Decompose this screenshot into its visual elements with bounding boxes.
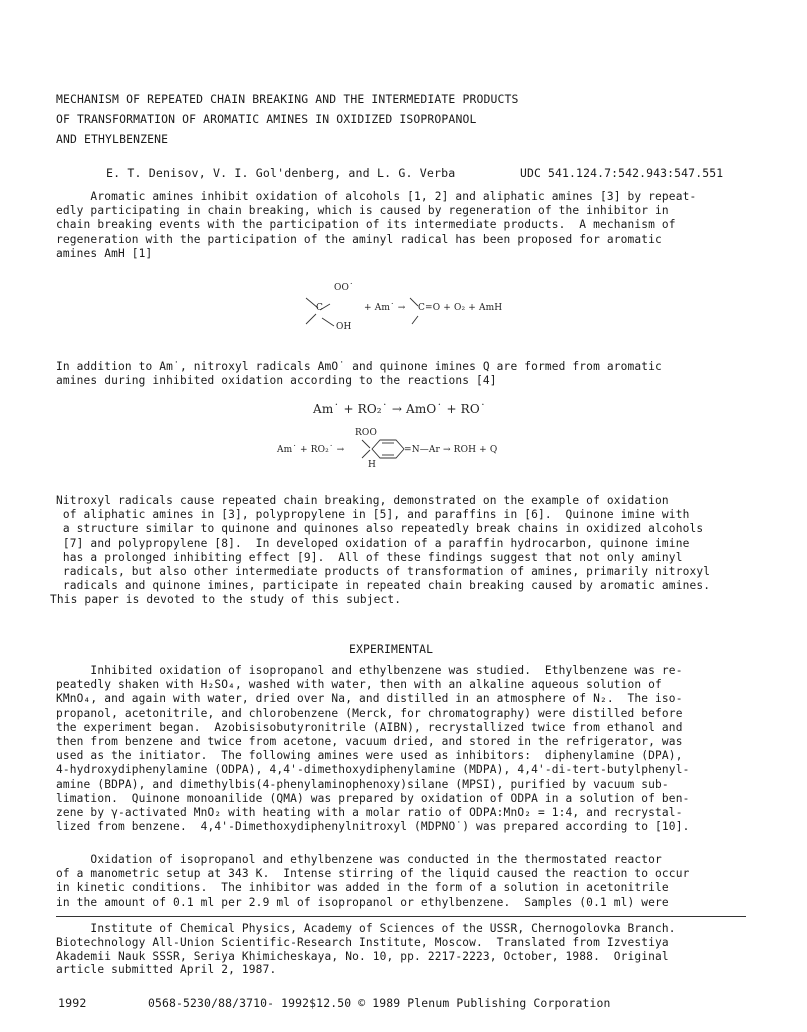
- text-line: chain breaking events with the participation of its intermediate products. A mechanism of: [56, 218, 676, 232]
- text-line: edly participating in chain breaking, which is caused by regeneration of the inhibitor in: [56, 204, 669, 218]
- text-line: In addition to Am˙, nitroxyl radicals AmO˙ and quinone imines Q are formed from aromatic: [56, 360, 662, 373]
- text-line: Institute of Chemical Physics, Academy of Sciences of the USSR, Chernogolovka Branch.: [56, 922, 676, 935]
- text-line: Nitroxyl radicals cause repeated chain breaking, demonstrated on the example of oxidation: [56, 494, 669, 507]
- footnote: [56, 922, 746, 977]
- oo-label: OO˙: [334, 283, 354, 293]
- text-line: Inhibited oxidation of isopropanol and ethylbenzene was studied. Ethylbenzene was re-: [56, 664, 683, 677]
- oxidation-paragraph: [56, 853, 746, 910]
- text-line: then from benzene and twice from acetone, vacuum dried, and stored in the refrigerator, was: [56, 735, 683, 749]
- equation-1-reactant: + Am˙ →: [364, 303, 406, 313]
- equation-1-product: C=O + O₂ + AmH: [418, 303, 503, 313]
- equation-2: Am˙ + RO₂˙ → AmO˙ + RO˙: [313, 402, 486, 416]
- text-line: This paper is devoted to the study of this subject.: [50, 593, 402, 607]
- text-line: 4-hydroxydiphenylamine (ODPA), 4,4'-dimethoxydiphenylamine (MDPA), 4,4'-di-tert-butylphenyl-: [56, 763, 690, 777]
- text-line: article submitted April 2, 1987.: [56, 963, 277, 977]
- mid-paragraph: [56, 360, 746, 388]
- h-label: H: [368, 460, 376, 470]
- text-line: zene by γ-activated MnO₂ with heating with a molar ratio of ODPA:MnO₂ = 1:4, and recrystal-: [56, 806, 683, 820]
- text-line: regeneration with the participation of the aminyl radical has been proposed for aromatic: [56, 232, 662, 246]
- text-line: Akademii Nauk SSSR, Seriya Khimicheskaya, No. 10, pp. 2217-2223, October, 1988. Original: [56, 949, 669, 963]
- text-line: amine (BDPA), and dimethylbis(4-phenylaminophenoxy)silane (MPSI), purified by vacuum sub-: [56, 777, 669, 791]
- text-line: in kinetic conditions. The inhibitor was added in the form of a solution in acetonitrile: [56, 881, 669, 895]
- text-line: of aliphatic amines in [3], polypropylene in [5], and paraffins in [6]. Quinone imine with: [56, 508, 690, 522]
- text-line: radicals, but also other intermediate products of transformation of amines, primarily nitroxyl: [56, 565, 711, 579]
- text-line: [7] and polypropylene [8]. In developed oxidation of a paraffin hydrocarbon, quinone imine: [56, 536, 690, 550]
- equation-3-reactant: Am˙ + RO₂˙ →: [277, 445, 345, 455]
- text-line: KMnO₄, and again with water, dried over Na, and distilled in an atmosphere of N₂. The iso-: [56, 692, 683, 706]
- udc-code: UDC 541.124.7:542.943:547.551: [520, 166, 724, 180]
- text-line: Aromatic amines inhibit oxidation of alcohols [1, 2] and aliphatic amines [3] by repeat-: [56, 190, 697, 203]
- title-line-2: OF TRANSFORMATION OF AROMATIC AMINES IN OXIDIZED ISOPROPANOL: [56, 112, 477, 126]
- text-line: the experiment began. Azobisisobutyronitrile (AIBN), recrystallized twice from ethanol and: [56, 720, 683, 734]
- intro-paragraph: [56, 190, 746, 261]
- text-line: in the amount of 0.1 ml per 2.9 ml of isopropanol or ethylbenzene. Samples (0.1 ml) were: [56, 895, 669, 909]
- equation-3-product: =N—Ar → ROH + Q: [404, 445, 498, 455]
- text-line: amines during inhibited oxidation according to the reactions [4]: [56, 374, 497, 388]
- text-line: has a prolonged inhibiting effect [9]. All of these findings suggest that not only aminyl: [56, 550, 683, 564]
- authors: E. T. Denisov, V. I. Gol'denberg, and L. G. Verba: [106, 166, 456, 180]
- text-line: used as the initiator. The following amines were used as inhibitors: diphenylamine (DPA),: [56, 749, 683, 763]
- title-line-3: AND ETHYLBENZENE: [56, 132, 169, 146]
- equation-1-bonds: [0, 280, 807, 360]
- nitroxyl-paragraph: [50, 494, 746, 608]
- text-line: Oxidation of isopropanol and ethylbenzene was conducted in the thermostated reactor: [56, 853, 662, 866]
- title-line-1: MECHANISM OF REPEATED CHAIN BREAKING AND THE INTERMEDIATE PRODUCTS: [56, 92, 519, 106]
- text-line: radicals and quinone imines, participate in repeated chain breaking caused by aromatic amines.: [56, 579, 711, 593]
- text-line: of a manometric setup at 343 K. Intense stirring of the liquid caused the reaction to occur: [56, 867, 690, 881]
- text-line: peatedly shaken with H₂SO₄, washed with water, then with an alkaline aqueous solution of: [56, 678, 662, 692]
- oh-label: OH: [336, 322, 352, 332]
- text-line: lized from benzene. 4,4'-Dimethoxydiphenylnitroxyl (MDPNO˙) was prepared according to [10].: [56, 820, 690, 834]
- text-line: a structure similar to quinone and quinones also repeatedly break chains in oxidized alcohols: [56, 522, 704, 536]
- footnote-rule: [56, 916, 746, 917]
- text-line: limation. Quinone monoanilide (QMA) was prepared by oxidation of ODPA in a solution of ben-: [56, 791, 690, 805]
- carbon-label: C: [316, 303, 324, 313]
- section-heading: EXPERIMENTAL: [349, 642, 434, 656]
- page-number: 1992: [58, 996, 87, 1010]
- text-line: propanol, acetonitrile, and chlorobenzene (Merck, for chromatography) were distilled before: [56, 706, 683, 720]
- copyright-line: 0568-5230/88/3710- 1992$12.50 © 1989 Plenum Publishing Corporation: [148, 996, 611, 1010]
- experimental-paragraph: [56, 664, 746, 834]
- roo-label: ROO: [355, 428, 377, 438]
- text-line: amines AmH [1]: [56, 246, 153, 260]
- text-line: Biotechnology All-Union Scientific-Research Institute, Moscow. Translated from Izvestiya: [56, 935, 669, 949]
